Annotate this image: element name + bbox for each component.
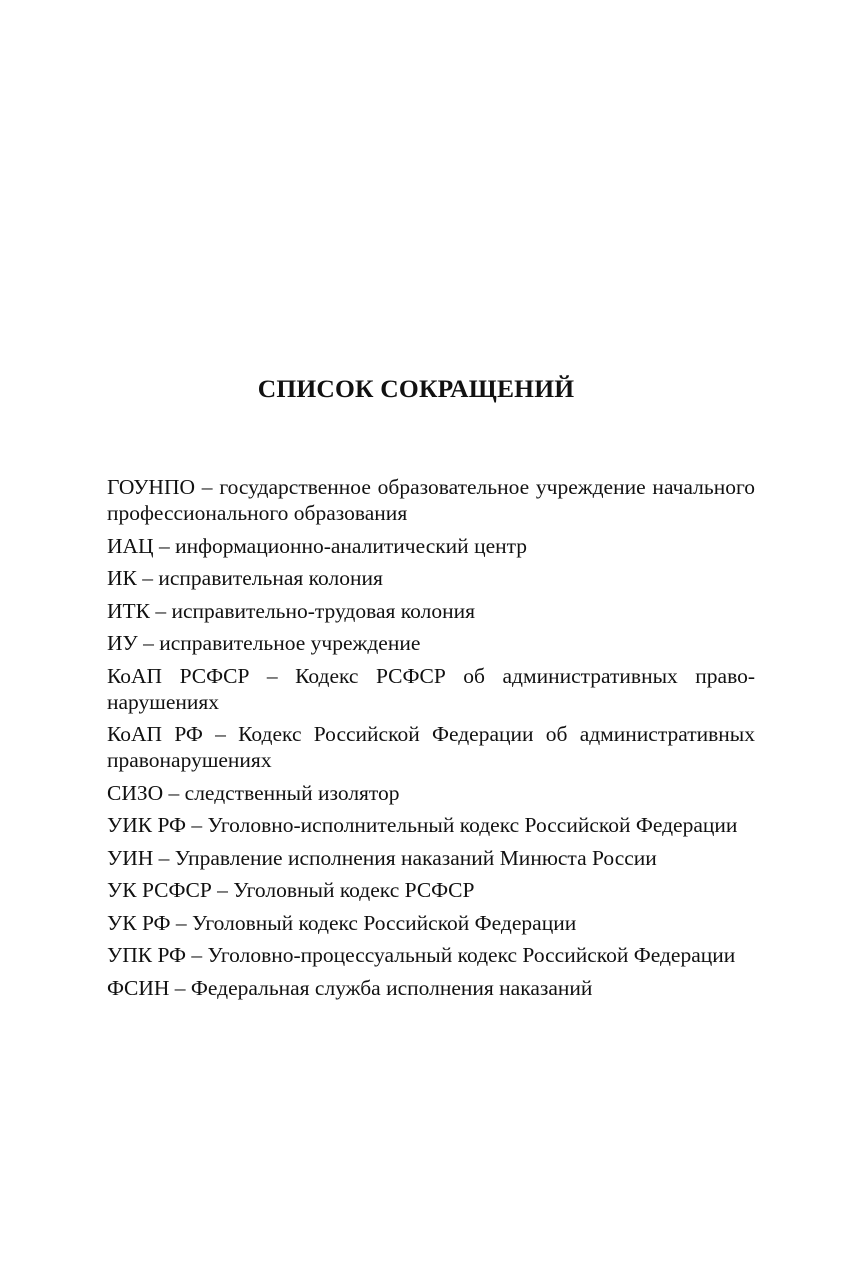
list-item: УК РСФСР – Уголовный кодекс РСФСР [107, 878, 475, 902]
list-item: ФСИН – Федеральная служба исполнения наказаний [107, 975, 593, 1000]
list-item: СИЗО – следственный изолятор [107, 780, 400, 805]
list-item: ИК – исправительная колония [107, 566, 383, 590]
list-item: КоАП РФ – Кодекс Российской Федерации об административных правонарушениях [107, 722, 755, 772]
list-item: УПК РФ – Уголовно-процессуальный кодекс Российской Федерации [107, 943, 736, 967]
abbreviations-list [107, 474, 755, 1007]
list-item: ГОУНПО – государственное образовательное учреждение начального профессионального образования [107, 475, 755, 525]
page-title: СПИСОК СОКРАЩЕНИЙ [257, 374, 575, 403]
list-item: УК РФ – Уголовный кодекс Российской Федерации [107, 910, 577, 935]
list-item: ИАЦ – информационно-аналитический центр [107, 533, 528, 558]
list-item: УИН – Управление исполнения наказаний Минюста России [107, 845, 657, 870]
list-item: ИУ – исправительное учреждение [107, 631, 421, 655]
list-item: КоАП РСФСР – Кодекс РСФСР об административных правонарушениях [107, 663, 755, 714]
list-item: УИК РФ – Уголовно-исполнительный кодекс Российской Федерации [107, 813, 738, 837]
list-item: ИТК – исправительно-трудовая колония [107, 598, 475, 623]
